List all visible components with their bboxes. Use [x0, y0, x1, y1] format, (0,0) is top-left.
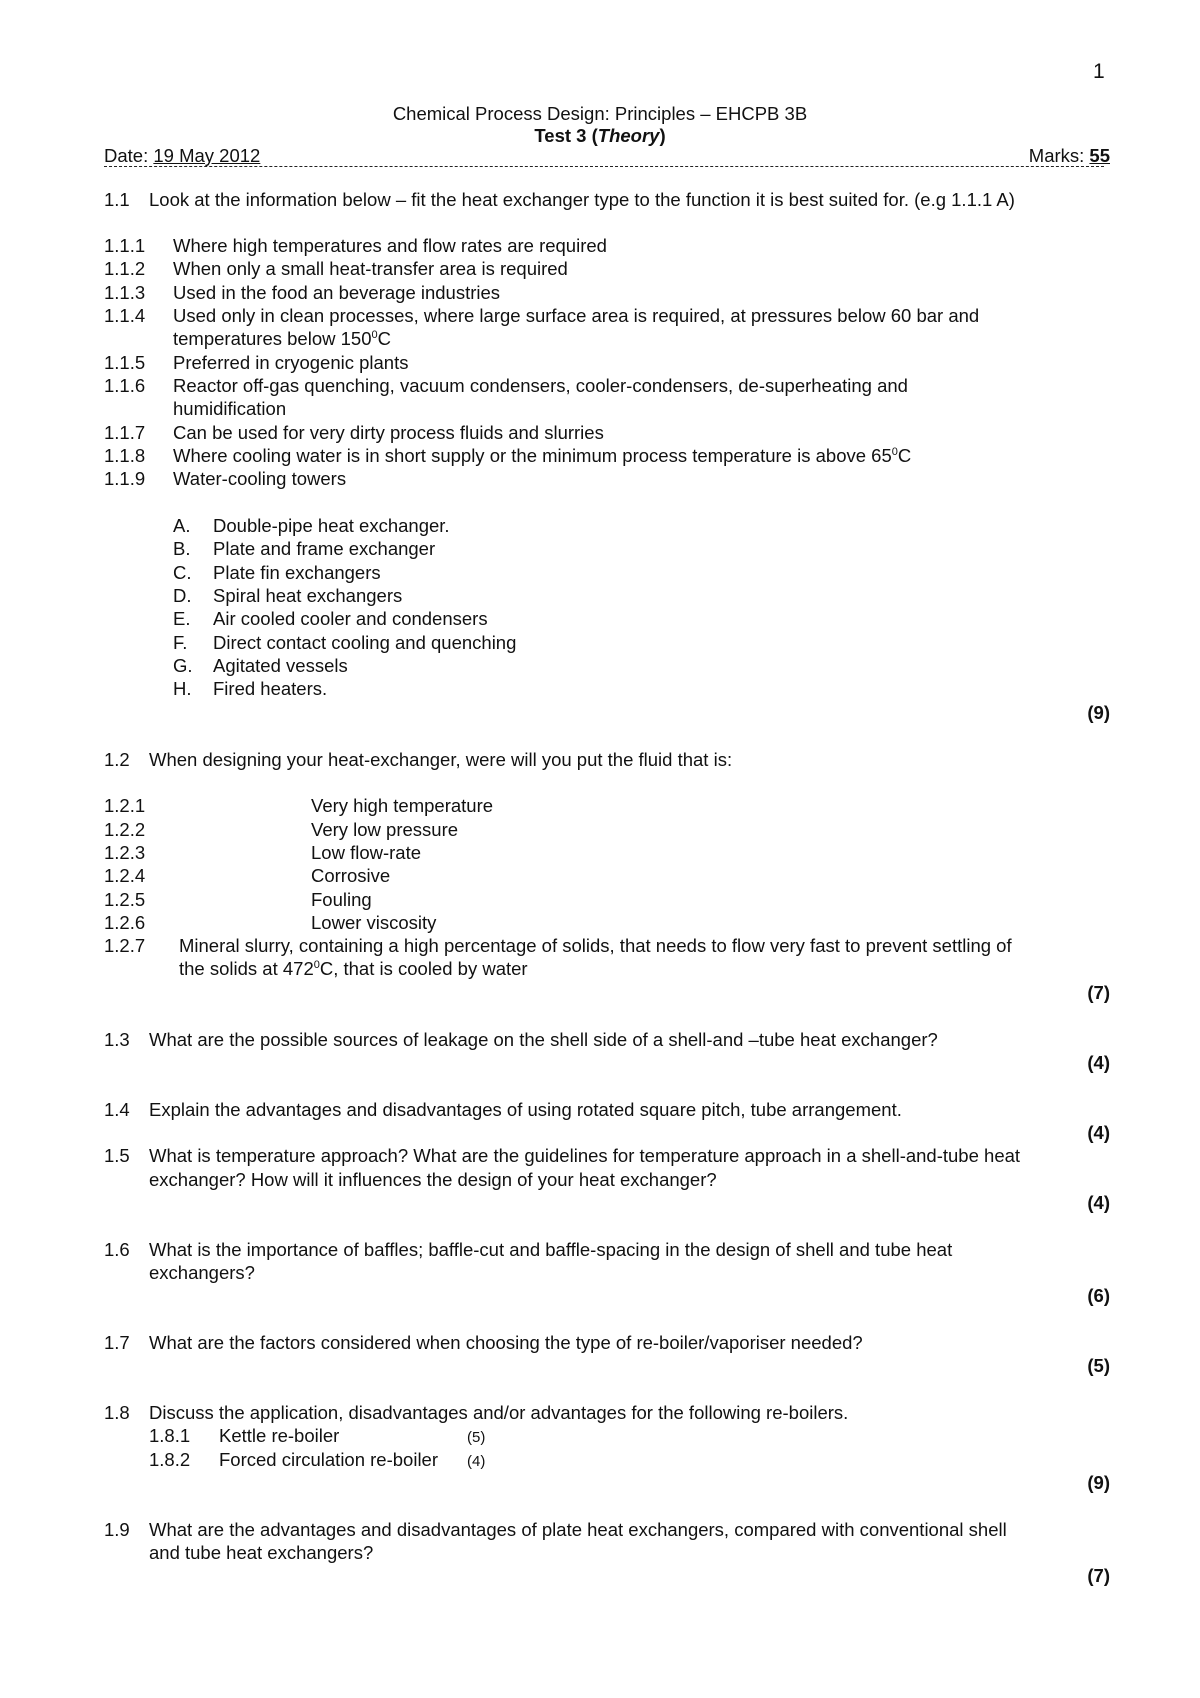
- question-number: 1.7: [104, 1332, 130, 1353]
- option-letter: B.: [173, 538, 191, 559]
- item-number: 1.1.9: [104, 468, 146, 489]
- item-text-continued: the solids at $472^0C$, that is cooled by water: [179, 958, 528, 979]
- question-text: What is the importance of baffles; baffle-cut and baffle-spacing in the design of shell and tube heat: [149, 1239, 953, 1260]
- option-text: Plate fin exchangers: [213, 562, 381, 583]
- item-text: Water-cooling towers: [173, 468, 347, 489]
- item-text: Preferred in cryogenic plants: [173, 352, 409, 373]
- item-number: 1.1.8: [104, 445, 146, 466]
- sub-item-text: Forced circulation re-boiler: [219, 1449, 439, 1470]
- item-text-continued: humidification: [173, 398, 287, 419]
- item-text: Used in the food an beverage industries: [173, 282, 501, 303]
- header-divider: [104, 166, 1104, 179]
- option-letter: H.: [173, 678, 192, 699]
- item-number: 1.2.3: [104, 842, 146, 863]
- question-text-continued: exchanger? How will it influences the design of your heat exchanger?: [149, 1169, 717, 1190]
- question-number: 1.5: [104, 1145, 130, 1166]
- exam-date: Date: 19 May 2012: [104, 145, 261, 166]
- question-text: Explain the advantages and disadvantages of using rotated square pitch, tube arrangement.: [149, 1099, 902, 1120]
- question-text: What are the possible sources of leakage on the shell side of a shell-and –tube heat exchanger?: [149, 1029, 938, 1050]
- question-text: Discuss the application, disadvantages and/or advantages for the following re-boilers.: [149, 1402, 849, 1423]
- question-text-continued: exchangers?: [149, 1262, 255, 1283]
- question-marks: (4): [1087, 1122, 1110, 1143]
- item-text: Reactor off-gas quenching, vacuum condensers, cooler-condensers, de-superheating and: [173, 375, 908, 396]
- page-number: 1: [1093, 60, 1105, 83]
- sub-item-marks: (4): [467, 1453, 486, 1470]
- question-text: Look at the information below – fit the heat exchanger type to the function it is best suited for. (e.g 1.1.1 A): [149, 189, 1015, 210]
- item-text: Corrosive: [311, 865, 391, 886]
- question-marks: (7): [1087, 982, 1110, 1003]
- item-text: Very high temperature: [311, 795, 494, 816]
- item-number: 1.1.6: [104, 375, 146, 396]
- item-text: When only a small heat-transfer area is required: [173, 258, 568, 279]
- question-marks: (4): [1087, 1052, 1110, 1073]
- option-text: Air cooled cooler and condensers: [213, 608, 488, 629]
- item-text: Very low pressure: [311, 819, 459, 840]
- question-number: 1.1: [104, 189, 130, 210]
- item-number: 1.2.5: [104, 889, 146, 910]
- item-number: 1.1.2: [104, 258, 146, 279]
- sub-item-number: 1.8.1: [149, 1425, 191, 1446]
- option-letter: C.: [173, 562, 192, 583]
- question-marks: (9): [1087, 702, 1110, 723]
- item-text: Fouling: [311, 889, 372, 910]
- item-text: Where cooling water is in short supply or the minimum process temperature is above $65^0C$: [173, 445, 912, 466]
- option-letter: A.: [173, 515, 191, 536]
- option-text: Plate and frame exchanger: [213, 538, 436, 559]
- item-number: 1.2.6: [104, 912, 146, 933]
- question-number: 1.4: [104, 1099, 130, 1120]
- question-marks: (5): [1087, 1355, 1110, 1376]
- item-number: 1.1.5: [104, 352, 146, 373]
- exam-total-marks: Marks: 55: [1028, 145, 1110, 166]
- option-text: Spiral heat exchangers: [213, 585, 403, 606]
- sub-item-text: Kettle re-boiler: [219, 1425, 340, 1446]
- option-letter: D.: [173, 585, 192, 606]
- question-text: What are the factors considered when choosing the type of re-boiler/vaporiser needed?: [149, 1332, 863, 1353]
- option-letter: G.: [173, 655, 193, 676]
- item-number: 1.2.4: [104, 865, 146, 886]
- item-text: Used only in clean processes, where large surface area is required, at pressures below 60 bar and: [173, 305, 980, 326]
- item-text: Mineral slurry, containing a high percentage of solids, that needs to flow very fast to prevent settling of: [179, 935, 1012, 956]
- sub-item-number: 1.8.2: [149, 1449, 191, 1470]
- item-number: 1.2.1: [104, 795, 146, 816]
- item-text: Where high temperatures and flow rates are required: [173, 235, 607, 256]
- course-title: Chemical Process Design: Principles – EHCPB 3B: [392, 103, 808, 124]
- item-text: Low flow-rate: [311, 842, 422, 863]
- test-title: Test 3 (Theory): [534, 125, 666, 146]
- question-text-continued: and tube heat exchangers?: [149, 1542, 374, 1563]
- question-text: What are the advantages and disadvantages of plate heat exchangers, compared with conventional shell: [149, 1519, 1007, 1540]
- item-number: 1.2.7: [104, 935, 146, 956]
- question-marks: (7): [1087, 1565, 1110, 1586]
- question-number: 1.3: [104, 1029, 130, 1050]
- option-text: Direct contact cooling and quenching: [213, 632, 517, 653]
- item-number: 1.1.3: [104, 282, 146, 303]
- option-text: Fired heaters.: [213, 678, 328, 699]
- question-text: When designing your heat-exchanger, were will you put the fluid that is:: [149, 749, 733, 770]
- option-letter: E.: [173, 608, 191, 629]
- item-text: Lower viscosity: [311, 912, 437, 933]
- question-number: 1.6: [104, 1239, 130, 1260]
- question-marks: (9): [1087, 1472, 1110, 1493]
- item-number: 1.1.1: [104, 235, 146, 256]
- question-marks: (4): [1087, 1192, 1110, 1213]
- item-text-continued: temperatures below $150^0C$: [173, 328, 391, 349]
- option-letter: F.: [173, 632, 188, 653]
- option-text: Agitated vessels: [213, 655, 348, 676]
- item-text: Can be used for very dirty process fluids and slurries: [173, 422, 604, 443]
- item-number: 1.1.7: [104, 422, 146, 443]
- item-number: 1.2.2: [104, 819, 146, 840]
- question-marks: (6): [1087, 1285, 1110, 1306]
- question-number: 1.9: [104, 1519, 130, 1540]
- sub-item-marks: (5): [467, 1429, 486, 1446]
- question-number: 1.2: [104, 749, 130, 770]
- question-text: What is temperature approach? What are the guidelines for temperature approach in a shell-and-tube heat: [149, 1145, 1021, 1166]
- item-number: 1.1.4: [104, 305, 146, 326]
- option-text: Double-pipe heat exchanger.: [213, 515, 450, 536]
- question-number: 1.8: [104, 1402, 130, 1423]
